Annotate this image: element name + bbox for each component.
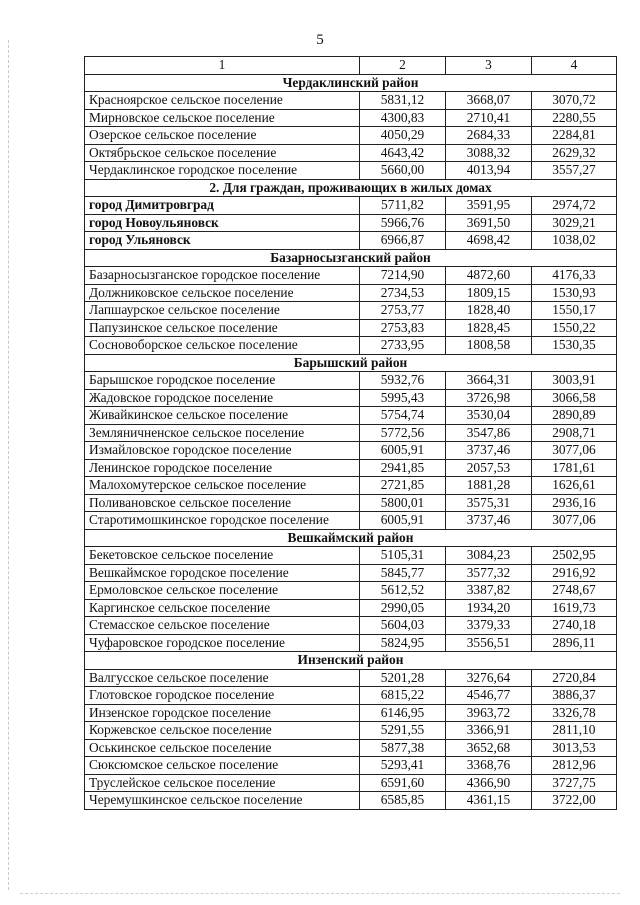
col3-value-cell: 3963,72 <box>446 704 532 722</box>
col3-value-cell: 3368,76 <box>446 757 532 775</box>
settlement-name-cell: город Новоульяновск <box>85 214 360 232</box>
col2-value-cell: 5105,31 <box>360 547 446 565</box>
settlement-name-cell: город Димитровград <box>85 197 360 215</box>
col4-value-cell: 2740,18 <box>532 617 617 635</box>
col3-value-cell: 1934,20 <box>446 599 532 617</box>
col3-value-cell: 1808,58 <box>446 337 532 355</box>
col2-value-cell: 5201,28 <box>360 669 446 687</box>
col4-value-cell: 2502,95 <box>532 547 617 565</box>
column-header-4: 4 <box>532 57 617 75</box>
col3-value-cell: 3084,23 <box>446 547 532 565</box>
settlement-name-cell: Инзенское городское поселение <box>85 704 360 722</box>
col2-value-cell: 2733,95 <box>360 337 446 355</box>
col3-value-cell: 3591,95 <box>446 197 532 215</box>
col2-value-cell: 2990,05 <box>360 599 446 617</box>
page-number: 5 <box>316 32 324 48</box>
col4-value-cell: 3722,00 <box>532 792 617 810</box>
col4-value-cell: 3077,06 <box>532 442 617 460</box>
col4-value-cell: 3066,58 <box>532 389 617 407</box>
table-row <box>85 337 617 355</box>
table-row <box>85 302 617 320</box>
col4-value-cell: 3326,78 <box>532 704 617 722</box>
col3-value-cell: 3276,64 <box>446 669 532 687</box>
col2-value-cell: 6005,91 <box>360 442 446 460</box>
col3-value-cell: 3737,46 <box>446 442 532 460</box>
col3-value-cell: 3088,32 <box>446 144 532 162</box>
col4-value-cell: 2629,32 <box>532 144 617 162</box>
table-row <box>85 634 617 652</box>
col4-value-cell: 2284,81 <box>532 127 617 145</box>
col4-value-cell: 1038,02 <box>532 232 617 250</box>
col4-value-cell: 2936,16 <box>532 494 617 512</box>
settlement-name-cell: Сюксюмское сельское поселение <box>85 757 360 775</box>
table-row <box>85 547 617 565</box>
col4-value-cell: 4176,33 <box>532 267 617 285</box>
col2-value-cell: 5612,52 <box>360 582 446 600</box>
settlement-name-cell: Базарносызганское городское поселение <box>85 267 360 285</box>
table-row <box>85 617 617 635</box>
table-row <box>85 424 617 442</box>
col2-value-cell: 5877,38 <box>360 739 446 757</box>
col3-value-cell: 3556,51 <box>446 634 532 652</box>
col4-value-cell: 2908,71 <box>532 424 617 442</box>
col2-value-cell: 6146,95 <box>360 704 446 722</box>
col4-value-cell: 2890,89 <box>532 407 617 425</box>
section-title: Вешкаймский район <box>85 529 617 547</box>
col3-value-cell: 4872,60 <box>446 267 532 285</box>
table-row <box>85 494 617 512</box>
col3-value-cell: 3575,31 <box>446 494 532 512</box>
col4-value-cell: 1619,73 <box>532 599 617 617</box>
col2-value-cell: 5711,82 <box>360 197 446 215</box>
section-title: Барышский район <box>85 354 617 372</box>
col2-value-cell: 2753,83 <box>360 319 446 337</box>
settlement-name-cell: Чердаклинское городское поселение <box>85 162 360 180</box>
col2-value-cell: 5291,55 <box>360 722 446 740</box>
settlement-name-cell: Ленинское городское поселение <box>85 459 360 477</box>
col2-value-cell: 5966,76 <box>360 214 446 232</box>
col3-value-cell: 2710,41 <box>446 109 532 127</box>
table-header-row <box>85 57 617 75</box>
section-header-row <box>85 249 617 267</box>
table-row <box>85 197 617 215</box>
table-row <box>85 704 617 722</box>
col4-value-cell: 2811,10 <box>532 722 617 740</box>
settlement-name-cell: Бекетовское сельское поселение <box>85 547 360 565</box>
col4-value-cell: 3557,27 <box>532 162 617 180</box>
col2-value-cell: 5604,03 <box>360 617 446 635</box>
settlement-name-cell: Оськинское сельское поселение <box>85 739 360 757</box>
settlement-name-cell: Малохомутерское сельское поселение <box>85 477 360 495</box>
table-row <box>85 599 617 617</box>
settlement-name-cell: Должниковское сельское поселение <box>85 284 360 302</box>
table-row <box>85 792 617 810</box>
settlement-name-cell: Ермоловское сельское поселение <box>85 582 360 600</box>
settlement-name-cell: Октябрьское сельское поселение <box>85 144 360 162</box>
col3-value-cell: 1828,40 <box>446 302 532 320</box>
col4-value-cell: 3029,21 <box>532 214 617 232</box>
col2-value-cell: 5831,12 <box>360 92 446 110</box>
settlement-name-cell: Барышское городское поселение <box>85 372 360 390</box>
column-header-1: 1 <box>85 57 360 75</box>
col3-value-cell: 3379,33 <box>446 617 532 635</box>
col2-value-cell: 6815,22 <box>360 687 446 705</box>
table-row <box>85 92 617 110</box>
table-row <box>85 284 617 302</box>
col2-value-cell: 5824,95 <box>360 634 446 652</box>
col2-value-cell: 5800,01 <box>360 494 446 512</box>
tariff-table <box>84 56 617 810</box>
col2-value-cell: 6585,85 <box>360 792 446 810</box>
scan-edge-left <box>8 40 10 890</box>
settlement-name-cell: Вешкаймское городское поселение <box>85 564 360 582</box>
col3-value-cell: 1881,28 <box>446 477 532 495</box>
col4-value-cell: 2280,55 <box>532 109 617 127</box>
section-title: Инзенский район <box>85 652 617 670</box>
settlement-name-cell: Каргинское сельское поселение <box>85 599 360 617</box>
col4-value-cell: 3077,06 <box>532 512 617 530</box>
settlement-name-cell: Труслейское сельское поселение <box>85 774 360 792</box>
settlement-name-cell: город Ульяновск <box>85 232 360 250</box>
col3-value-cell: 1809,15 <box>446 284 532 302</box>
col4-value-cell: 2896,11 <box>532 634 617 652</box>
settlement-name-cell: Черемушкинское сельское поселение <box>85 792 360 810</box>
table-row <box>85 739 617 757</box>
table-row <box>85 669 617 687</box>
col3-value-cell: 3530,04 <box>446 407 532 425</box>
col2-value-cell: 6591,60 <box>360 774 446 792</box>
col4-value-cell: 3070,72 <box>532 92 617 110</box>
table-row <box>85 512 617 530</box>
col4-value-cell: 2916,92 <box>532 564 617 582</box>
col4-value-cell: 3727,75 <box>532 774 617 792</box>
column-header-2: 2 <box>360 57 446 75</box>
col2-value-cell: 2734,53 <box>360 284 446 302</box>
table-row <box>85 389 617 407</box>
col4-value-cell: 1530,35 <box>532 337 617 355</box>
col2-value-cell: 5845,77 <box>360 564 446 582</box>
column-header-3: 3 <box>446 57 532 75</box>
table-row <box>85 372 617 390</box>
table-row <box>85 214 617 232</box>
col3-value-cell: 3726,98 <box>446 389 532 407</box>
section-title: Базарносызганский район <box>85 249 617 267</box>
table-row <box>85 319 617 337</box>
settlement-name-cell: Старотимошкинское городское поселение <box>85 512 360 530</box>
settlement-name-cell: Озерское сельское поселение <box>85 127 360 145</box>
col3-value-cell: 3691,50 <box>446 214 532 232</box>
col4-value-cell: 2974,72 <box>532 197 617 215</box>
col4-value-cell: 1781,61 <box>532 459 617 477</box>
settlement-name-cell: Сосновоборское сельское поселение <box>85 337 360 355</box>
settlement-name-cell: Валгусское сельское поселение <box>85 669 360 687</box>
section-header-row <box>85 652 617 670</box>
col2-value-cell: 4300,83 <box>360 109 446 127</box>
table-body <box>85 57 617 810</box>
section-header-row <box>85 74 617 92</box>
settlement-name-cell: Глотовское городское поселение <box>85 687 360 705</box>
col3-value-cell: 4698,42 <box>446 232 532 250</box>
table-row <box>85 757 617 775</box>
settlement-name-cell: Поливановское сельское поселение <box>85 494 360 512</box>
settlement-name-cell: Коржевское сельское поселение <box>85 722 360 740</box>
settlement-name-cell: Земляничненское сельское поселение <box>85 424 360 442</box>
table-row <box>85 564 617 582</box>
col2-value-cell: 6005,91 <box>360 512 446 530</box>
settlement-name-cell: Стемасское сельское поселение <box>85 617 360 635</box>
col4-value-cell: 2720,84 <box>532 669 617 687</box>
col2-value-cell: 5293,41 <box>360 757 446 775</box>
col4-value-cell: 2748,67 <box>532 582 617 600</box>
scan-edge-bottom <box>20 893 620 895</box>
table-row <box>85 127 617 145</box>
col3-value-cell: 4013,94 <box>446 162 532 180</box>
table-row <box>85 459 617 477</box>
col2-value-cell: 7214,90 <box>360 267 446 285</box>
col2-value-cell: 6966,87 <box>360 232 446 250</box>
col3-value-cell: 2057,53 <box>446 459 532 477</box>
settlement-name-cell: Мирновское сельское поселение <box>85 109 360 127</box>
col3-value-cell: 3737,46 <box>446 512 532 530</box>
table-row <box>85 407 617 425</box>
settlement-name-cell: Чуфаровское городское поселение <box>85 634 360 652</box>
col2-value-cell: 2721,85 <box>360 477 446 495</box>
col4-value-cell: 2812,96 <box>532 757 617 775</box>
settlement-name-cell: Живайкинское сельское поселение <box>85 407 360 425</box>
col3-value-cell: 4366,90 <box>446 774 532 792</box>
col4-value-cell: 1626,61 <box>532 477 617 495</box>
col2-value-cell: 5772,56 <box>360 424 446 442</box>
col4-value-cell: 1550,17 <box>532 302 617 320</box>
col2-value-cell: 4643,42 <box>360 144 446 162</box>
col4-value-cell: 1550,22 <box>532 319 617 337</box>
col2-value-cell: 5932,76 <box>360 372 446 390</box>
col2-value-cell: 4050,29 <box>360 127 446 145</box>
settlement-name-cell: Лапшаурское сельское поселение <box>85 302 360 320</box>
col2-value-cell: 2753,77 <box>360 302 446 320</box>
col4-value-cell: 1530,93 <box>532 284 617 302</box>
col2-value-cell: 5660,00 <box>360 162 446 180</box>
table-row <box>85 442 617 460</box>
col3-value-cell: 1828,45 <box>446 319 532 337</box>
table-row <box>85 687 617 705</box>
table-row <box>85 232 617 250</box>
col3-value-cell: 2684,33 <box>446 127 532 145</box>
col3-value-cell: 3577,32 <box>446 564 532 582</box>
col2-value-cell: 5995,43 <box>360 389 446 407</box>
col3-value-cell: 3652,68 <box>446 739 532 757</box>
col3-value-cell: 3366,91 <box>446 722 532 740</box>
col3-value-cell: 4546,77 <box>446 687 532 705</box>
table-row <box>85 774 617 792</box>
settlement-name-cell: Красноярское сельское поселение <box>85 92 360 110</box>
table-row <box>85 109 617 127</box>
table-row <box>85 582 617 600</box>
settlement-name-cell: Измайловское городское поселение <box>85 442 360 460</box>
col4-value-cell: 3013,53 <box>532 739 617 757</box>
section-title: 2. Для граждан, проживающих в жилых домах <box>85 179 617 197</box>
col3-value-cell: 3547,86 <box>446 424 532 442</box>
table-row <box>85 477 617 495</box>
section-header-row <box>85 529 617 547</box>
table-row <box>85 267 617 285</box>
col3-value-cell: 4361,15 <box>446 792 532 810</box>
col3-value-cell: 3387,82 <box>446 582 532 600</box>
settlement-name-cell: Папузинское сельское поселение <box>85 319 360 337</box>
col3-value-cell: 3664,31 <box>446 372 532 390</box>
col2-value-cell: 2941,85 <box>360 459 446 477</box>
col3-value-cell: 3668,07 <box>446 92 532 110</box>
section-header-row <box>85 179 617 197</box>
table-row <box>85 144 617 162</box>
table-row <box>85 162 617 180</box>
section-title: Чердаклинский район <box>85 74 617 92</box>
settlement-name-cell: Жадовское городское поселение <box>85 389 360 407</box>
section-header-row <box>85 354 617 372</box>
col4-value-cell: 3003,91 <box>532 372 617 390</box>
col2-value-cell: 5754,74 <box>360 407 446 425</box>
col4-value-cell: 3886,37 <box>532 687 617 705</box>
table-row <box>85 722 617 740</box>
